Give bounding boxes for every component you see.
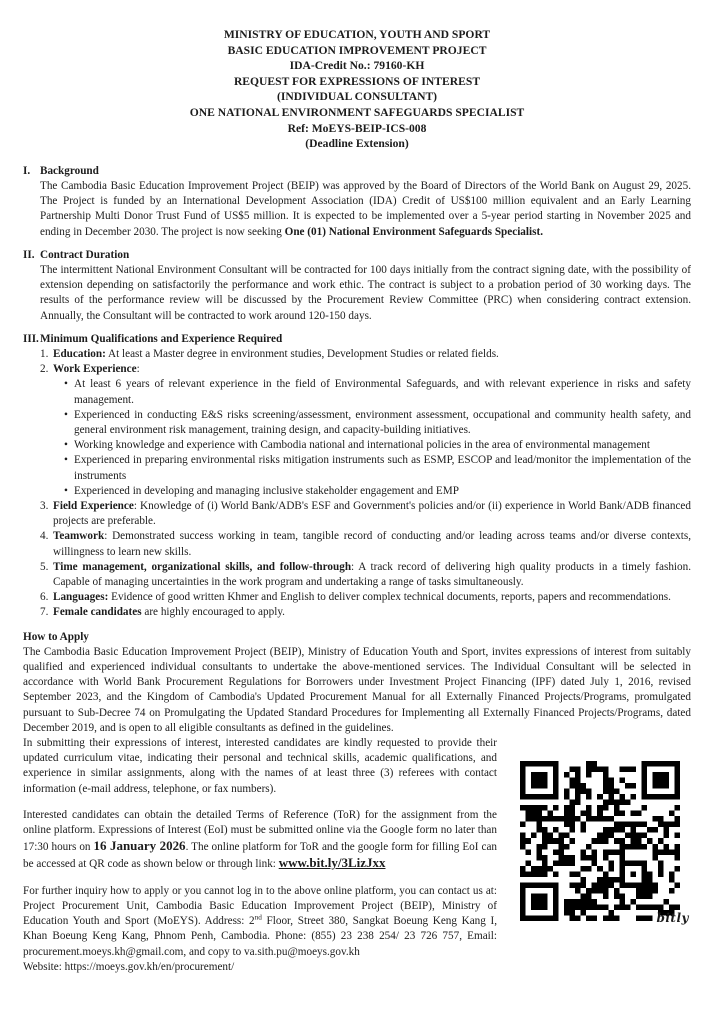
header-line-request: REQUEST FOR EXPRESSIONS OF INTEREST [233,74,481,88]
apply-paragraph-deadline: Interested candidates can obtain the detailed Terms of Reference (ToR) for the assignment from the online platform. Expressions of Interest (EoI) must be submitted online via the Google form no later than 17:30 hours on 16 January 2026. The online platform for ToR and the google form for filling EoI can be accessed at QR code as shown below or through link: www.bit.ly/3LizJxx [23,808,498,871]
deadline-date: 16 January 2026 [93,838,186,854]
item-number: 5. [40,560,49,573]
qualification-item-languages [40,590,691,605]
section-numeral: III. [23,332,39,345]
header-line-ref: Ref: MoEYS-BEIP-ICS-008 [287,121,427,135]
item-text: Languages: Evidence of good written Khmer and English to deliver complex technical documents, reports, papers and recommendations. [53,591,671,604]
qr-svg [509,750,691,932]
apply-paragraph-contact: For further inquiry how to apply or you cannot log in to the above online platform, you can contact us at: Project Procurement Unit, Cambodia Basic Education Improvement Project (BEIP), Ministry of Education Youth and Sport (MoEYS). Address: 2nd Floor, Street 380, Sangkat Boeung Keng Kang I, Khan Boeung Keng Kang, Phnom Penh, Cambodia. Phone: (855) 23 238 254/ 23 726 757, Email: procurement.moeys.kh@gmail.com, and copy to va.sith.pu@moeys.gov.kh [23,884,497,958]
bullet-item: • At least 6 years of relevant experience in the field of Environmental Safeguards, and with relevant experience in risks and safety management. [64,377,691,407]
item-text: Time management, organizational skills, and follow-through: A track record of delivering high quality products in a timely fashion. Capable of managing uncertainties in the work program and undertaking a range of tasks simultaneously. [53,560,691,589]
document-header [23,27,691,152]
qualification-item-work-experience [40,362,691,499]
apply-paragraph-selection: The Cambodia Basic Education Improvement Project (BEIP), Ministry of Education Youth and Sport, invites expressions of interest from suitably qualified and experienced individual consultants to undertake the above-mentioned services. The Individual Consultant will be selected in accordance with World Bank Procurement Regulations for Borrowers under Investment Project Financing (IPF) dated July 1, 2016, revised September 2023, and the Kingdom of Cambodia's Updated Procurement Manual for all Externally Financed Projects/Programs, promulgated pursuant to Sub-Decree 74 on Promulgating the Updated Standard Procedures for Implementing all Externally Financed Projects/Programs, dated December 2019, and is open to all eligible consultants as defined in the guidelines. [23,645,691,734]
header-line-credit-no: IDA-Credit No.: 79160-KH [289,59,425,73]
email-copy: va.sith.pu@moeys.gov.kh [243,945,360,958]
qualification-item-female-candidates [40,605,691,620]
website-url: https://moeys.gov.kh/en/procurement/ [64,960,235,973]
item-text: Education: At least a Master degree in environment studies, Development Studies or related fields. [53,347,499,360]
header-line-consultant: (INDIVIDUAL CONSULTANT) [276,90,438,104]
qualification-item-field-experience [40,499,691,529]
qr-code [509,750,691,934]
item-number: 2. [40,363,49,376]
header-line-ministry: MINISTRY OF EDUCATION, YOUTH AND SPORT [223,28,491,41]
item-number: 1. [40,347,49,360]
contract-paragraph: The intermittent National Environment Consultant will be contracted for 100 days initially from the contract signing date, with the possibility of extension depending on satisfactorily the performance and work ethic. The contract is subject to a probation period of 30 working days. The results of the performance review will be discussed by the Procurement Review Committee (PRC) when considering contract extension. Annually, the Consultant will be contracted to work around 120-150 days. [40,263,691,322]
header-line-deadline-extension: (Deadline Extension) [305,137,409,151]
bullet-item: • Experienced in conducting E&S risks screening/assessment, environment assessment, occupational and community health safety, and general environment risk management, training design, and capacity-building initiatives. [64,408,691,438]
work-experience-bullets [53,377,691,499]
item-number: 6. [40,591,49,604]
qualification-item-education [40,347,691,362]
apply-paragraph-website: Website: https://moeys.gov.kh/en/procurement/ [23,960,235,973]
bullet-item: • Experienced in developing and managing inclusive stakeholder engagement and EMP [64,484,691,499]
item-number: 3. [40,500,49,513]
item-text: Field Experience: Knowledge of (i) World Bank/ADB's ESF and Government's policies and/or (ii) experience in World Bank/ADB financed projects are preferable. [53,500,691,528]
section-contract-duration [23,248,691,324]
item-text: Female candidates are highly encouraged to apply. [53,606,285,619]
section-numeral: II. [23,248,35,261]
bullet-item: • Experienced in preparing environmental risks mitigation instruments such as ESMP, ESCOP and lead/monitor the implementation of the instruments [64,453,691,483]
bullet-item: • Working knowledge and experience with Cambodia national and international policies in the area of environmental management [64,438,691,453]
item-text: Work Experience: [53,363,140,376]
section-how-to-apply [23,630,691,975]
apply-paragraph-submission: In submitting their expressions of interest, interested candidates are kindly requested to provide their updated curriculum vitae, indicating their personal and technical skills, academic qualifications, and experience in similar assignments, along with the names of at least three (3) referees with contact information (e-mail address, telephone, or fax numbers). [23,737,497,795]
section-title: Minimum Qualifications and Experience Required [40,332,283,345]
bitly-link[interactable]: www.bit.ly/3LizJxx [278,855,386,871]
email-primary: procurement.moeys.kh@gmail.com [23,945,184,958]
background-paragraph: The Cambodia Basic Education Improvement Project (BEIP) was approved by the Board of Directors of the World Bank on August 29, 2025. The Project is funded by an International Development Association (IDA) Credit of US$100 million equivalent and an Early Learning Partnership Multi Donor Trust Fund of US$5 million. It is expected to be implemented over a 5-year period starting in November 2025 and ending in December 2030. The project is now seeking One (01) National Environment Safeguards Specialist. [40,179,691,238]
bitly-logo: bitly [656,910,689,925]
section-title: Background [40,164,99,177]
how-to-apply-heading: How to Apply [23,630,89,643]
section-background [23,164,691,240]
section-qualifications-heading [23,332,691,347]
section-title: Contract Duration [40,248,130,261]
item-number: 7. [40,606,49,619]
header-line-position: ONE NATIONAL ENVIRONMENT SAFEGUARDS SPECIALIST [189,105,525,119]
section-background-heading [23,164,691,179]
item-number: 4. [40,530,49,543]
section-qualifications [23,332,691,621]
qualification-list [40,347,691,621]
section-contract-heading [23,248,691,263]
header-line-project: BASIC EDUCATION IMPROVEMENT PROJECT [227,43,487,57]
qualification-item-time-management [40,560,691,590]
item-text: Teamwork: Demonstrated success working in team, tangible record of conducting and/or leading across teams and/or diverse contexts, willingness to learn new skills. [53,530,691,558]
qualification-item-teamwork [40,529,691,559]
section-numeral: I. [23,164,31,177]
